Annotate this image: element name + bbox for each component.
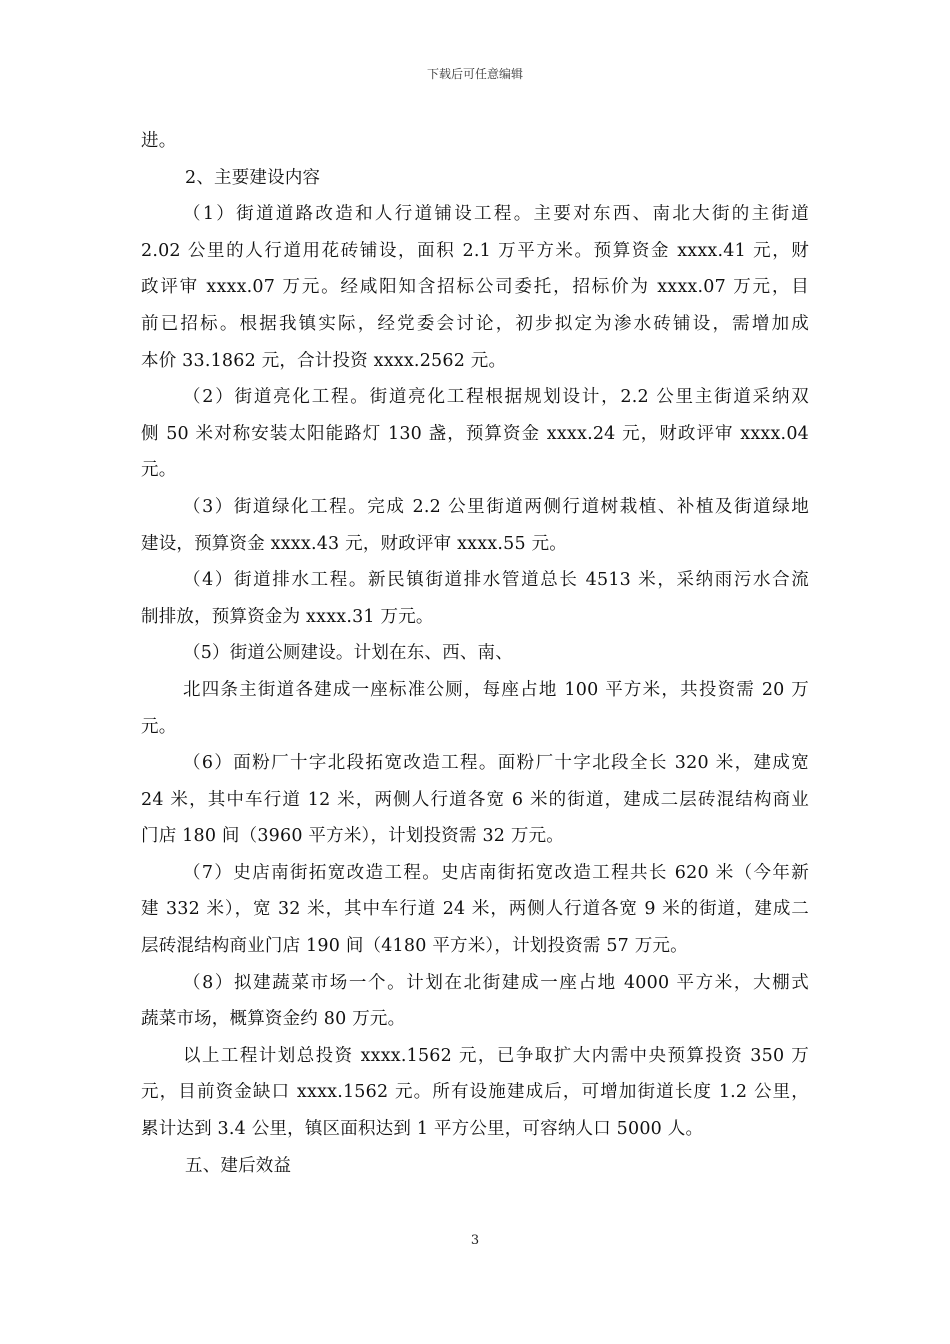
- text-line: 进。: [141, 131, 177, 151]
- text-line: （5）街道公厕建设。计划在东、西、南、: [183, 643, 513, 664]
- paragraph-item-3: [141, 489, 809, 562]
- text-line: （6）面粉厂十字北段拓宽改造工程。面粉厂十字北段全长 320 米，建成宽: [183, 753, 809, 774]
- text-line: （1）街道道路改造和人行道铺设工程。主要对东西、南北大街的主街道: [183, 204, 809, 225]
- paragraph-item-7: [141, 855, 809, 965]
- text-line: 五、建后效益: [185, 1155, 292, 1176]
- text-line: 层砖混结构商业门店 190 间（4180 平方米），计划投资需 57 万元。: [141, 936, 688, 957]
- paragraph-item-4: [141, 562, 809, 635]
- text-line: 建设，预算资金 xxxx.43 元，财政评审 xxxx.55 元。: [141, 533, 567, 554]
- paragraph-item-1: [141, 196, 809, 379]
- text-line: （8）拟建蔬菜市场一个。计划在北街建成一座占地 4000 平方米，大棚式: [183, 972, 809, 993]
- page-number: 3: [470, 1233, 480, 1248]
- paragraph-investment-summary: [141, 1038, 809, 1148]
- text-line: 北四条主街道各建成一座标准公厕，每座占地 100 平方米，共投资需 20 万: [183, 679, 809, 700]
- text-line: 前已招标。根据我镇实际，经党委会讨论，初步拟定为渗水砖铺设，需增加成: [141, 313, 809, 334]
- text-line: 2.02 公里的人行道用花砖铺设，面积 2.1 万平方米。预算资金 xxxx.41 元，财: [141, 240, 809, 261]
- page-header: 下载后可任意编辑: [426, 67, 523, 81]
- document-body: [141, 123, 809, 1184]
- section-heading-main-construction: [141, 160, 809, 197]
- text-line: 政评审 xxxx.07 万元。经咸阳知含招标公司委托，招标价为 xxxx.07 万元，目: [141, 277, 809, 298]
- text-line: 元。: [141, 716, 177, 737]
- paragraph-item-8: [141, 965, 809, 1038]
- text-line: （7）史店南街拓宽改造工程。史店南街拓宽改造工程共长 620 米（今年新: [183, 862, 809, 883]
- text-line: 2、主要建设内容: [185, 167, 321, 188]
- text-line: 制排放，预算资金为 xxxx.31 万元。: [141, 606, 434, 627]
- text-line: 本价 33.1862 元，合计投资 xxxx.2562 元。: [141, 350, 507, 371]
- paragraph-continuation: [141, 123, 809, 160]
- paragraph-item-5-continued: [141, 672, 809, 745]
- text-line: 累计达到 3.4 公里，镇区面积达到 1 平方公里，可容纳人口 5000 人。: [141, 1119, 704, 1140]
- text-line: 侧 50 米对称安装太阳能路灯 130 盏，预算资金 xxxx.24 元，财政评审 xxxx.04: [141, 423, 809, 444]
- text-line: 元，目前资金缺口 xxxx.1562 元。所有设施建成后，可增加街道长度 1.2 公里，: [141, 1082, 809, 1103]
- text-line: （4）街道排水工程。新民镇街道排水管道总长 4513 米，采纳雨污水合流: [183, 570, 809, 591]
- paragraph-item-5: [141, 635, 809, 672]
- text-line: （2）街道亮化工程。街道亮化工程根据规划设计，2.2 公里主街道采纳双: [183, 387, 809, 408]
- text-line: 建 332 米），宽 32 米，其中车行道 24 米，两侧人行道各宽 9 米的街道，建成二: [141, 899, 809, 920]
- paragraph-item-6: [141, 745, 809, 855]
- text-line: 24 米，其中车行道 12 米，两侧人行道各宽 6 米的街道，建成二层砖混结构商业: [141, 789, 809, 810]
- text-line: 以上工程计划总投资 xxxx.1562 元，已争取扩大内需中央预算投资 350 万: [183, 1045, 809, 1066]
- text-line: 元。: [141, 460, 177, 481]
- text-line: 门店 180 间（3960 平方米），计划投资需 32 万元。: [141, 826, 564, 847]
- text-line: 蔬菜市场，概算资金约 80 万元。: [141, 1009, 406, 1030]
- text-line: （3）街道绿化工程。完成 2.2 公里街道两侧行道树栽植、补植及街道绿地: [183, 496, 809, 517]
- section-heading-benefits: [141, 1148, 809, 1185]
- paragraph-item-2: [141, 379, 809, 489]
